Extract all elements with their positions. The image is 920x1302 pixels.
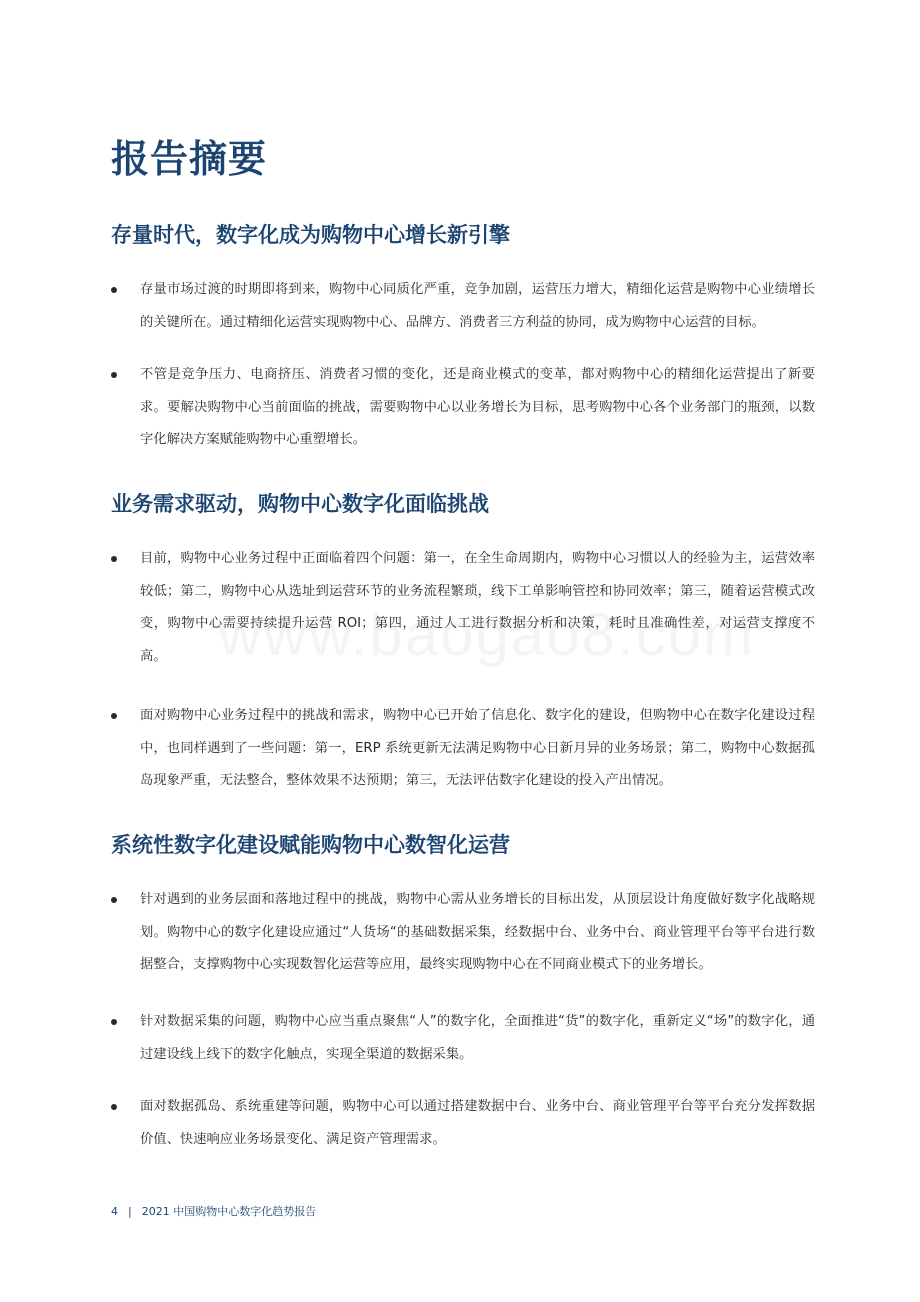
bullet-text: 不管是竞争压力、电商挤压、消费者习惯的变化，还是商业模式的变革，都对购物中心的精细化运营提出了新要求。要解决购物中心当前面临的挑战，需要购物中心以业务增长为目标，思考购物中心各个业务部门的瓶颈，以数字化解决方案赋能购物中心重塑增长。 [140, 367, 815, 447]
bullet-text: 目前，购物中心业务过程中正面临着四个问题：第一，在全生命周期内，购物中心习惯以人的经验为主，运营效率较低；第二，购物中心从选址到运营环节的业务流程繁琐，线下工单影响管控和协同效率；第三，随着运营模式改变，购物中心需要持续提升运营 ROI；第四，通过人工进行数据分析和决策，耗时且准确性差，对运营支撑度不高。 [140, 551, 815, 664]
page-title: 报告摘要 [111, 137, 268, 181]
bullet-dot-icon [111, 287, 117, 293]
bullet-text: 面对购物中心业务过程中的挑战和需求，购物中心已开始了信息化、数字化的建设，但购物中心在数字化建设过程中，也同样遇到了一些问题：第一，ERP 系统更新无法满足购物中心日新月异的业务场景；第二，购物中心数据孤岛现象严重，无法整合，整体效果不达预期；第三，无法评估数字化建设的投入产出情况。 [140, 708, 815, 788]
bullet-text: 存量市场过渡的时期即将到来，购物中心同质化严重，竞争加剧，运营压力增大，精细化运营是购物中心业绩增长的关键所在。通过精细化运营实现购物中心、品牌方、消费者三方利益的协同，成为购物中心运营的目标。 [140, 282, 815, 330]
bullet-text: 针对遇到的业务层面和落地过程中的挑战，购物中心需从业务增长的目标出发，从顶层设计角度做好数字化战略规划。购物中心的数字化建设应通过“人货场“的基础数据采集，经数据中台、业务中台、商业管理平台等平台进行数据整合，支撑购物中心实现数智化运营等应用，最终实现购物中心在不同商业模式下的业务增长。 [140, 892, 815, 972]
bullet-text: 针对数据采集的问题，购物中心应当重点聚焦“人”的数字化，全面推进“货”的数字化，重新定义“场”的数字化，通过建设线上线下的数字化触点，实现全渠道的数据采集。 [140, 1014, 815, 1062]
report-name: 2021 中国购物中心数字化趋势报告 [141, 1205, 317, 1218]
bullet-dot-icon [111, 1104, 117, 1110]
section-heading-1: 存量时代，数字化成为购物中心增长新引擎 [111, 223, 510, 247]
bullet-dot-icon [111, 713, 117, 719]
bullet-text: 面对数据孤岛、系统重建等问题，购物中心可以通过搭建数据中台、业务中台、商业管理平台等平台充分发挥数据价值、快速响应业务场景变化、满足资产管理需求。 [140, 1099, 815, 1147]
footer-separator: | [128, 1205, 132, 1218]
page-number: 4 [111, 1205, 118, 1218]
bullet-dot-icon [111, 372, 117, 378]
bullet-dot-icon [111, 897, 117, 903]
section-heading-3: 系统性数字化建设赋能购物中心数智化运营 [111, 833, 510, 857]
page-footer [111, 1204, 316, 1220]
bullet-dot-icon [111, 1019, 117, 1025]
section-heading-2: 业务需求驱动，购物中心数字化面临挑战 [111, 492, 489, 516]
bullet-dot-icon [111, 556, 117, 562]
